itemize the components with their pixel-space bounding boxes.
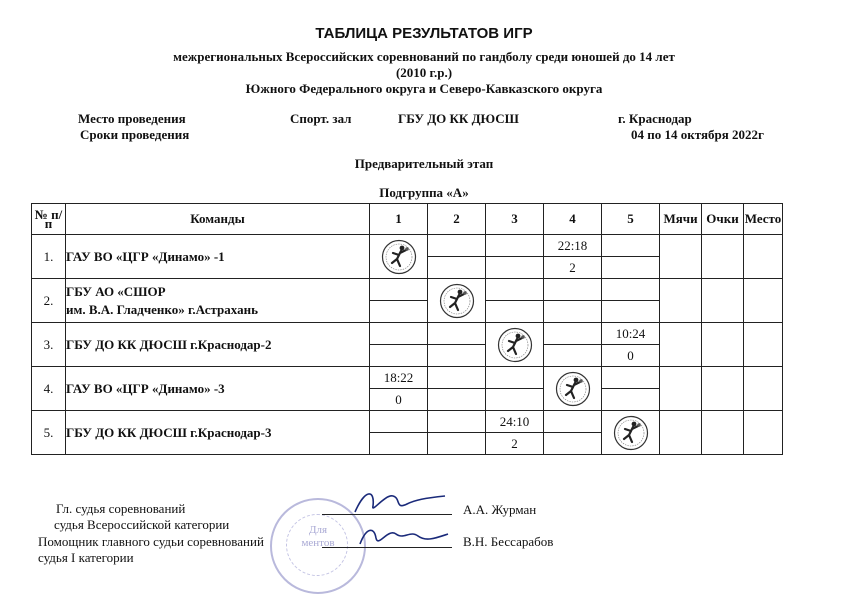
score-cell — [428, 367, 486, 389]
hall-label: Спорт. зал — [290, 111, 352, 126]
header-col-2: 2 — [428, 204, 486, 235]
stamp-text-line2: ментов — [301, 537, 335, 549]
diagonal-cell — [486, 323, 544, 367]
points-cell — [702, 279, 744, 323]
assistant-judge-role1: Помощник главного судьи соревнований — [38, 534, 264, 549]
header-col-5: 5 — [602, 204, 660, 235]
points-subcell: 2 — [486, 433, 544, 455]
points-cell — [702, 411, 744, 455]
score-cell — [370, 279, 428, 301]
points-subcell: 2 — [544, 257, 602, 279]
hall-name: ГБУ ДО КК ДЮСШ — [398, 111, 519, 126]
points-subcell — [428, 345, 486, 367]
handball-player-emblem-icon — [497, 327, 533, 363]
row-number: 4. — [32, 367, 66, 411]
team-name-line1: ГБУ АО «СШОР — [66, 283, 166, 299]
header-col-4: 4 — [544, 204, 602, 235]
place-cell — [744, 411, 783, 455]
venue-city: г. Краснодар — [618, 111, 692, 126]
balls-cell — [660, 279, 702, 323]
points-subcell — [428, 433, 486, 455]
row-number: 2. — [32, 279, 66, 323]
team-name: ГАУ ВО «ЦГР «Динамо» -1 — [66, 235, 370, 279]
points-subcell — [370, 301, 428, 323]
row-number: 1. — [32, 235, 66, 279]
score-cell: 10:24 — [602, 323, 660, 345]
place-cell — [744, 367, 783, 411]
points-subcell — [544, 345, 602, 367]
points-subcell — [602, 257, 660, 279]
diagonal-cell — [428, 279, 486, 323]
score-cell — [428, 411, 486, 433]
team-name: ГБУ ДО КК ДЮСШ г.Краснодар-2 — [66, 323, 370, 367]
score-cell — [602, 235, 660, 257]
diagonal-cell — [370, 235, 428, 279]
score-cell: 18:22 — [370, 367, 428, 389]
header-points: Очки — [702, 204, 744, 235]
balls-cell — [660, 235, 702, 279]
score-cell: 22:18 — [544, 235, 602, 257]
handball-player-emblem-icon — [439, 283, 475, 319]
team-name-line2: им. В.А. Гладченко» г.Астрахань — [66, 301, 258, 317]
place-cell — [744, 279, 783, 323]
balls-cell — [660, 323, 702, 367]
points-subcell — [486, 257, 544, 279]
assistant-judge-name: В.Н. Бессарабов — [463, 534, 554, 549]
results-table — [31, 203, 783, 455]
table-row — [32, 367, 783, 389]
points-subcell — [486, 389, 544, 411]
subtitle-line1: межрегиональных Всероссийских соревнований по гандболу среди юношей до 14 лет — [173, 49, 675, 64]
diagonal-cell — [602, 411, 660, 455]
points-subcell — [602, 301, 660, 323]
team-name: ГАУ ВО «ЦГР «Динамо» -3 — [66, 367, 370, 411]
dates-label: Сроки проведения — [80, 127, 190, 142]
score-cell — [486, 235, 544, 257]
header-col-3: 3 — [486, 204, 544, 235]
score-cell — [486, 367, 544, 389]
points-subcell — [544, 301, 602, 323]
balls-cell — [660, 411, 702, 455]
chief-judge-role1: Гл. судья соревнований — [56, 501, 186, 516]
score-cell — [486, 279, 544, 301]
chief-judge-role2: судья Всероссийской категории — [54, 517, 230, 532]
score-cell — [602, 367, 660, 389]
assistant-judge-role2: судья I категории — [38, 550, 134, 565]
points-subcell — [544, 433, 602, 455]
group-label: Подгруппа «А» — [379, 185, 469, 200]
handball-player-emblem-icon — [381, 239, 417, 275]
team-name: ГБУ ДО КК ДЮСШ г.Краснодар-3 — [66, 411, 370, 455]
team-name — [66, 279, 370, 323]
balls-cell — [660, 367, 702, 411]
chief-signature-icon — [345, 484, 455, 518]
score-cell — [602, 279, 660, 301]
score-cell — [544, 411, 602, 433]
chief-judge-name: А.А. Журман — [463, 502, 537, 517]
subtitle-line2: (2010 г.р.) — [395, 65, 453, 80]
row-number: 5. — [32, 411, 66, 455]
points-subcell — [428, 389, 486, 411]
points-subcell — [602, 389, 660, 411]
score-cell: 24:10 — [486, 411, 544, 433]
points-subcell — [370, 345, 428, 367]
score-cell — [428, 323, 486, 345]
row-number: 3. — [32, 323, 66, 367]
venue-label: Место проведения — [78, 111, 186, 126]
place-cell — [744, 323, 783, 367]
table-row — [32, 411, 783, 433]
stage-label: Предварительный этап — [354, 156, 494, 171]
score-cell — [370, 323, 428, 345]
handball-player-emblem-icon — [555, 371, 591, 407]
points-subcell — [486, 301, 544, 323]
table-header-row — [32, 204, 783, 235]
header-place: Место — [744, 204, 783, 235]
diagonal-cell — [544, 367, 602, 411]
document-title: ТАБЛИЦА РЕЗУЛЬТАТОВ ИГР — [315, 25, 533, 42]
points-subcell: 0 — [602, 345, 660, 367]
header-col-1: 1 — [370, 204, 428, 235]
table-row — [32, 279, 783, 301]
place-cell — [744, 235, 783, 279]
header-balls: Мячи — [660, 204, 702, 235]
points-cell — [702, 235, 744, 279]
points-cell — [702, 323, 744, 367]
stamp-text-line1: Для — [308, 524, 328, 536]
header-num: № п/п — [32, 204, 66, 235]
header-teams: Команды — [66, 204, 370, 235]
score-cell — [544, 323, 602, 345]
score-cell — [370, 411, 428, 433]
assistant-signature-icon — [352, 520, 452, 552]
points-subcell — [370, 433, 428, 455]
table-row — [32, 235, 783, 257]
score-cell — [428, 235, 486, 257]
table-row — [32, 323, 783, 345]
handball-player-emblem-icon — [613, 415, 649, 451]
score-cell — [544, 279, 602, 301]
dates-value: 04 по 14 октября 2022г — [631, 127, 764, 142]
points-subcell: 0 — [370, 389, 428, 411]
points-subcell — [428, 257, 486, 279]
subtitle-line3: Южного Федерального округа и Северо-Кавказского округа — [245, 81, 603, 96]
points-cell — [702, 367, 744, 411]
